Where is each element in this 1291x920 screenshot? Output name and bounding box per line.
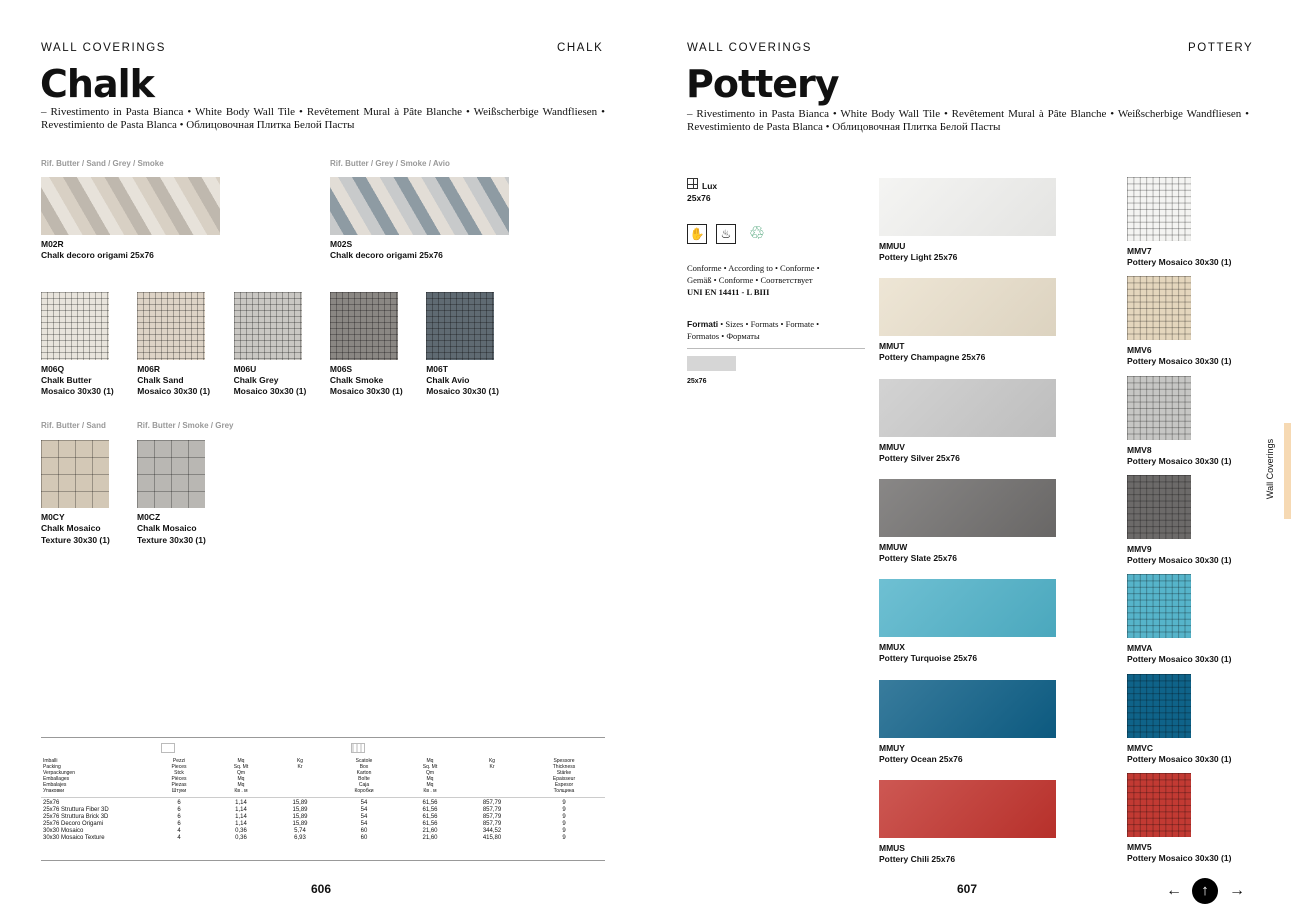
packing-header-col: Mq Sq. Mt Qm Mq Mq Кв . м — [233, 758, 249, 794]
mosaic-name: Pottery Mosaico 30x30 (1) — [1127, 356, 1232, 367]
mosaic-name: Pottery Mosaico 30x30 (1) — [1127, 257, 1232, 267]
tile-code: MMUW — [879, 541, 908, 552]
tile-name: Pottery Silver 25x76 — [879, 452, 960, 463]
mosaic-size: Mosaico 30x30 (1) — [426, 386, 499, 396]
format-size: 25x76 — [687, 378, 707, 385]
decor-code: M02R — [41, 239, 64, 249]
tile-code: MMUT — [879, 341, 905, 352]
tile-name: Pottery Ocean 25x76 — [879, 753, 963, 764]
tile-name: Pottery Champagne 25x76 — [879, 352, 986, 363]
mosaic-swatch — [1127, 674, 1191, 738]
texture-size: Texture 30x30 (1) — [41, 535, 110, 545]
page-number-left: 606 — [311, 882, 332, 896]
next-page-button[interactable]: → — [1229, 882, 1245, 899]
mosaic-code: MMV9 — [1127, 543, 1152, 554]
conformity-text: Conforme • According to • Conforme • Gemäß • Conforme • Соответствует UNI EN 14411 - L BIII — [687, 263, 820, 297]
left-subtitle: – Rivestimento in Pasta Bianca • White Body Wall Tile • Revêtement Mural à Pâte Blanche • Weißscherbige Wandfliesen • Revestimiento de Pasta Blanca • Облицовочная Плитка Белой Пасты — [41, 106, 605, 131]
mosaic-swatch — [41, 292, 109, 360]
tile-name: Pottery Turquoise 25x76 — [879, 653, 978, 664]
box-icon — [351, 743, 365, 753]
texture-swatch — [41, 440, 109, 508]
prev-page-button[interactable]: ← — [1166, 882, 1182, 899]
finish-size: 25x76 — [687, 193, 711, 203]
tile-name: Pottery Chili 25x76 — [879, 853, 956, 864]
mosaic-code: MMV6 — [1127, 345, 1152, 356]
tile-swatch — [879, 379, 1056, 437]
mosaic-code: MMV8 — [1127, 444, 1152, 455]
packing-row: 25x76 6 1,14 15,89 54 61,56 857,79 9 — [43, 800, 566, 806]
mosaic-size: Mosaico 30x30 (1) — [329, 386, 403, 396]
formats-rule — [687, 348, 865, 349]
mosaic-name: Pottery Mosaico 30x30 (1) — [1127, 654, 1232, 665]
decor-origami-tile — [41, 177, 220, 235]
packing-table-rule — [41, 737, 605, 738]
tile-swatch — [879, 579, 1056, 637]
decor-name: Chalk decoro origami 25x76 — [41, 250, 154, 260]
mosaic-code: M06Q — [41, 364, 65, 374]
mosaic-swatch — [234, 292, 302, 360]
mosaic-name: Pottery Mosaico 30x30 (1) — [1127, 753, 1232, 764]
mosaic-code: M06U — [233, 364, 257, 374]
mosaic-code: M06R — [137, 364, 160, 374]
side-tab-label: Wall Coverings — [1265, 438, 1275, 500]
mosaic-name: Chalk Avio — [426, 375, 470, 385]
mosaic-name: Pottery Mosaico 30x30 (1) — [1127, 455, 1232, 466]
packing-row: 25x76 Struttura Brick 3D 6 1,14 15,89 54 61,56 857,79 9 — [43, 814, 566, 820]
mosaic-name: Chalk Grey — [233, 375, 279, 385]
right-subtitle: – Rivestimento in Pasta Bianca • White Body Wall Tile • Revêtement Mural à Pâte Blanche • Weißscherbige Wandfliesen • Revestimiento de Pasta Blanca • Облицовочная Плитка Белой Пасты — [687, 108, 1249, 133]
tile-code: MMUS — [879, 842, 905, 853]
texture-name: Chalk Mosaico — [137, 523, 197, 533]
mosaic-swatch — [330, 292, 398, 360]
tile-code: MMUX — [879, 642, 905, 653]
texture-size: Texture 30x30 (1) — [137, 535, 206, 545]
tile-code: MMUU — [879, 241, 906, 251]
mosaic-swatch — [1127, 773, 1191, 837]
right-title: Pottery — [686, 62, 839, 106]
tile-name: Pottery Slate 25x76 — [879, 552, 957, 563]
page-number-right: 607 — [957, 882, 978, 896]
right-category: WALL COVERINGS — [687, 42, 813, 54]
mosaic-name: Pottery Mosaico 30x30 (1) — [1127, 554, 1232, 565]
mosaic-code: M06S — [329, 364, 353, 374]
texture-code: M0CY — [41, 512, 65, 522]
mosaic-swatch — [137, 292, 205, 360]
mosaic-name: Chalk Sand — [137, 375, 184, 385]
mosaic-code: M06T — [426, 364, 448, 374]
decor-ref: Rif. Butter / Grey / Smoke / Avio — [330, 159, 450, 168]
packing-header-label: Imballi Packing Verpackungen Emballages Embalajes Упаковки — [43, 758, 75, 794]
packing-table-rule — [41, 860, 605, 861]
packing-row: 30x30 Mosaico Texture 4 0,36 6,93 60 21,60 415,80 9 — [43, 835, 566, 841]
packing-header-col: Kg Kr — [296, 758, 304, 770]
right-series: POTTERY — [1188, 42, 1254, 54]
decor-ref: Rif. Butter / Sand / Grey / Smoke — [41, 159, 164, 168]
mosaic-swatch — [426, 292, 494, 360]
mosaic-swatch — [1127, 475, 1191, 539]
packing-table — [41, 758, 605, 842]
tile-code: MMUV — [879, 441, 905, 452]
mosaic-swatch — [1127, 574, 1191, 638]
tile-code: MMUY — [879, 742, 905, 753]
recycle-icon: ♲ — [748, 223, 766, 243]
up-button[interactable]: ↑ — [1192, 878, 1218, 904]
fire-resistant-icon: ♨ — [716, 224, 736, 244]
decor-code: M02S — [330, 239, 353, 249]
tile-swatch — [879, 278, 1056, 336]
stain-resistant-icon: ✋ — [687, 224, 707, 244]
texture-code: M0CZ — [137, 512, 161, 522]
mosaic-size: Mosaico 30x30 (1) — [137, 386, 211, 396]
mosaic-size: Mosaico 30x30 (1) — [41, 386, 114, 396]
mosaic-code: MMV5 — [1127, 841, 1152, 852]
texture-name: Chalk Mosaico — [41, 523, 101, 533]
piece-icon — [161, 743, 175, 753]
mosaic-name: Chalk Butter — [41, 375, 92, 385]
packing-header-col: Kg Kr — [488, 758, 496, 770]
tile-swatch — [879, 178, 1056, 236]
decor-origami-tile — [330, 177, 509, 235]
mosaic-name: Chalk Smoke — [329, 375, 384, 385]
packing-row: 25x76 Decoro Origami 6 1,14 15,89 54 61,56 857,79 9 — [43, 821, 566, 827]
format-swatch — [687, 356, 736, 371]
left-category: WALL COVERINGS — [41, 42, 167, 54]
packing-header-col: Scatole Box Karton Boîte Caja Коробки — [354, 758, 374, 794]
tile-swatch — [879, 780, 1056, 838]
left-title: Chalk — [40, 62, 154, 106]
mosaic-swatch — [1127, 376, 1191, 440]
texture-ref: Rif. Butter / Smoke / Grey — [137, 421, 234, 430]
mosaic-swatch — [1127, 177, 1191, 241]
tile-swatch — [879, 479, 1056, 537]
mosaic-size: Mosaico 30x30 (1) — [233, 386, 307, 396]
decor-name: Chalk decoro origami 25x76 — [330, 250, 443, 260]
mosaic-swatch — [1127, 276, 1191, 340]
left-series: CHALK — [557, 42, 604, 54]
texture-swatch — [137, 440, 205, 508]
packing-row: 25x76 Struttura Fiber 3D 6 1,14 15,89 54 61,56 857,79 9 — [43, 807, 566, 813]
mosaic-code: MMVA — [1127, 643, 1153, 654]
packing-header-col: Mq Sq. Mt Qm Mq Mq Кв . м — [422, 758, 438, 794]
packing-header-col: Pezzi Pieces Stck Pièces Piezas Штуки — [171, 758, 187, 794]
texture-ref: Rif. Butter / Sand — [41, 421, 106, 430]
finish-label: Lux — [702, 181, 718, 191]
tile-name: Pottery Light 25x76 — [879, 252, 958, 262]
formats-text: Formati • Sizes • Formats • Formate • Formatos • Форматы — [687, 319, 820, 341]
packing-row: 30x30 Mosaico 4 0,36 5,74 60 21,60 344,52 9 — [43, 828, 566, 834]
mosaic-code: MMVC — [1127, 742, 1153, 753]
lux-finish-icon — [687, 178, 698, 189]
packing-header-col: Spessore Thickness Stärke Epaisseur Espesor Толщина — [552, 758, 576, 794]
mosaic-code: MMV7 — [1127, 246, 1152, 256]
tile-swatch — [879, 680, 1056, 738]
side-tab-marker — [1284, 423, 1291, 519]
mosaic-name: Pottery Mosaico 30x30 (1) — [1127, 852, 1232, 863]
